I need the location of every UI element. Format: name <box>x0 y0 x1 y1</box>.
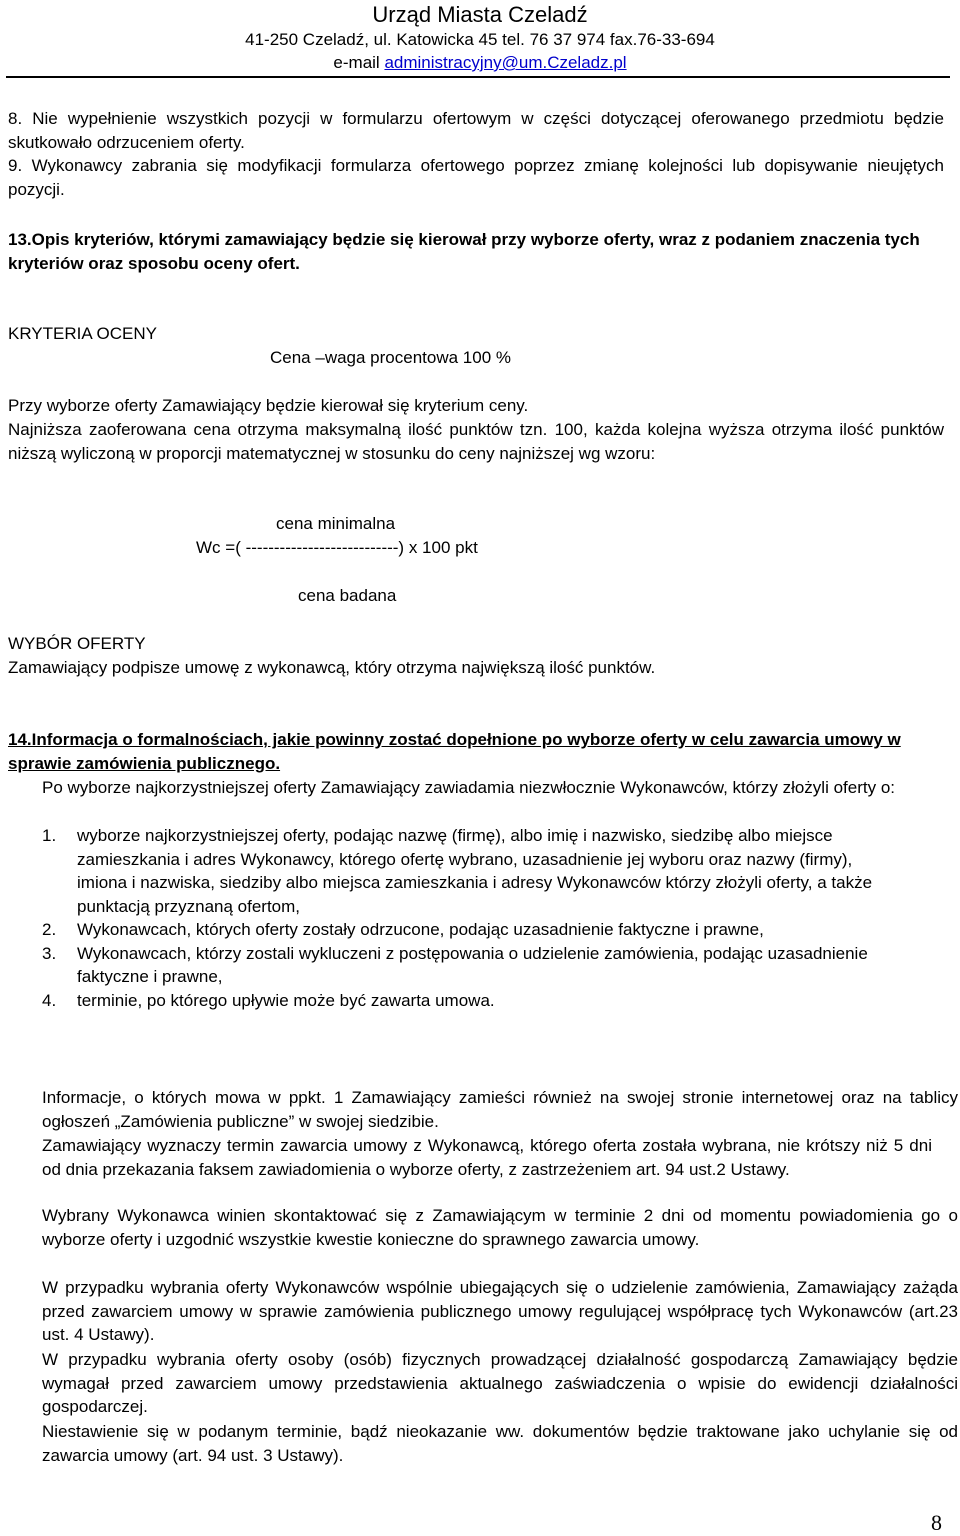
email-label: e-mail <box>333 53 380 72</box>
item-9: 9. Wykonawcy zabrania się modyfikacji formularza ofertowego poprzez zmianę kolejności lub dopisywanie nieujętych pozycji. <box>8 156 944 199</box>
term-paragraph: Zamawiający wyznaczy termin zawarcia umowy z Wykonawcą, którego oferta została wybrana, nie krótszy niż 5 dni od dnia przekazania faksem zawiadomienia o wyborze oferty, z zastrzeżeniem art. 94 ust.2 Ustawy. <box>42 1136 932 1179</box>
list-item-number: 3. <box>42 943 57 963</box>
section-14-intro: Po wyborze najkorzystniejszej oferty Zamawiający zawiadamia niezwłocznie Wykonawców, którzy złożyli oferty o: <box>42 778 895 797</box>
letterhead-email-line <box>0 51 960 74</box>
list-item-text: Wykonawcach, którzy zostali wykluczeni z postępowania o udzielenie zamówienia, podając uzasadnienie faktyczne i prawne, <box>77 943 868 986</box>
contact-paragraph: Wybrany Wykonawca winien skontaktować się z Zamawiającym w terminie 2 dni od momentu powiadomienia go o wyborze oferty i uzgodnić wszystkie kwestie konieczne do sprawnego zawarcia umowy. <box>42 1206 958 1249</box>
natural-persons-paragraph: W przypadku wybrania oferty osoby (osób) fizycznych prowadzącej działalność gospodarczą Zamawiający będzie wymagał przed zawarciem umowy przedstawienia aktualnego zaświadczenia o wpisie do ewidencji działalności gospodarczej. <box>42 1350 958 1416</box>
formula-numerator: cena minimalna <box>276 514 396 533</box>
page-number: 8 <box>931 1510 942 1535</box>
list-item <box>42 918 902 942</box>
selection-title: WYBÓR OFERTY <box>8 634 146 653</box>
joint-bid-paragraph: W przypadku wybrania oferty Wykonawców wspólnie ubiegających się o udzielenie zamówienia, Zamawiający zażąda przed zawarciem umowy w sprawie zamówienia publicznego umowy regulującej współpracę tych Wykonawców (art.23 ust. 4 Ustawy). <box>42 1278 958 1344</box>
item-8: 8. Nie wypełnienie wszystkich pozycji w formularzu ofertowym w części dotyczącej oferowanego przedmiotu będzie skutkowało odrzuceniem oferty. <box>8 109 944 152</box>
list-item-text: terminie, po którego upływie może być zawarta umowa. <box>77 990 495 1010</box>
criteria-title: KRYTERIA OCENY <box>8 324 157 343</box>
list-item <box>42 942 902 989</box>
email-link[interactable]: administracyjny@um.Czeladz.pl <box>384 53 627 72</box>
letterhead-address: 41-250 Czeladź, ul. Katowicka 45 tel. 76 37 974 fax.76-33-694 <box>245 30 715 49</box>
info-paragraph: Informacje, o których mowa w ppkt. 1 Zamawiający zamieści również na swojej stronie internetowej oraz na tablicy ogłoszeń „Zamówienia publiczne” w swojej siedzibie. <box>42 1088 958 1131</box>
absence-paragraph: Niestawienie się w podanym terminie, bądź nieokazanie ww. dokumentów będzie traktowane jako uchylanie się od zawarcia umowy (art. 94 ust. 3 Ustawy). <box>42 1422 958 1465</box>
letterhead-title: Urząd Miasta Czeladź <box>372 2 588 27</box>
list-item-number: 4. <box>42 990 57 1010</box>
list-item-text: wyborze najkorzystniejszej oferty, podając nazwę (firmę), albo imię i nazwisko, siedzibę albo miejsce zamieszkania i adres Wykonawcy, którego ofertę wybrano, uzasadnienie jej wyboru oraz nazwy (firmy), imiona i nazwiska, siedziby albo miejsca zamieszkania i adresy Wykonawców którzy złożyli oferty, a także punktacją przyznaną ofertom, <box>77 826 873 916</box>
section-14-heading: 14.Informacja o formalnościach, jakie powinny zostać dopełnione po wyborze oferty w celu zawarcia umowy w sprawie zamówienia publicznego. <box>8 730 901 773</box>
selection-text: Zamawiający podpisze umowę z wykonawcą, który otrzyma największą ilość punktów. <box>8 658 656 677</box>
letterhead <box>0 0 960 74</box>
list-item-number: 1. <box>42 826 57 845</box>
formula-line: Wc =( ---------------------------) x 100 pkt <box>196 538 478 557</box>
notification-list <box>42 824 902 1012</box>
list-item <box>42 824 902 918</box>
header-divider <box>6 76 950 78</box>
list-item <box>42 989 902 1013</box>
list-item-text: Wykonawcach, których oferty zostały odrzucone, podając uzasadnienie faktyczne i prawne, <box>77 920 764 939</box>
section-13-heading: 13.Opis kryteriów, którymi zamawiający będzie się kierował przy wyborze oferty, wraz z podaniem znaczenia tych kryteriów oraz sposobu oceny ofert. <box>8 230 920 273</box>
criteria-text-1: Przy wyborze oferty Zamawiający będzie kierował się kryterium ceny. <box>8 396 529 415</box>
list-item-number: 2. <box>42 920 57 939</box>
criteria-weight: Cena –waga procentowa 100 % <box>270 348 511 367</box>
criteria-text-2: Najniższa zaoferowana cena otrzyma maksymalną ilość punktów tzn. 100, każda kolejna wyższa otrzyma ilość punktów niższą wyliczoną w proporcji matematycznej w stosunku do ceny najniższej wg wzoru: <box>8 420 944 463</box>
formula-denominator: cena badana <box>298 586 397 605</box>
